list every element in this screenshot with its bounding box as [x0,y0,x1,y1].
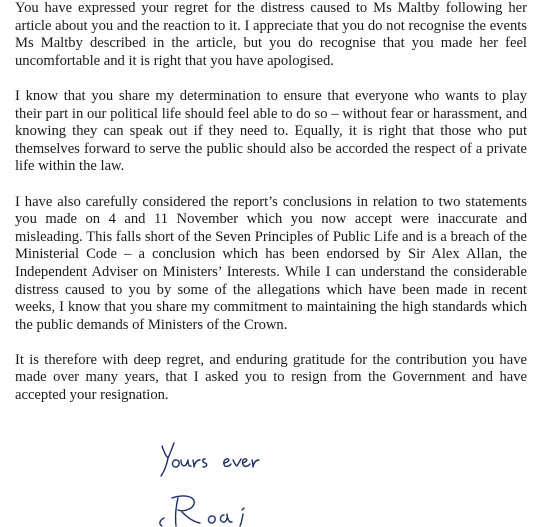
letter-body [15,0,527,405]
signoff-handwriting [161,443,259,476]
paragraph-regret: You have expressed your regret for the distress caused to Ms Maltby following her article about you and the reaction to it. I appreciate that you do not recognise the events Ms Maltby described in the article, but you do recognise that you made her feel uncomfortable and it is right that you have apologised. [15,0,527,69]
signature-handwriting [160,496,244,526]
paragraph-conclusions: I have also carefully considered the report’s conclusions in relation to two statements you made on 4 and 11 November which you now accept were inaccurate and misleading. This falls short of the Seven Principles of Public Life and is a breach of the Ministerial Code – a conclusion which has been endorsed by Sir Alex Allan, the Independent Adviser on Ministers’ Interests. While I can understand the considerable distress caused to you by some of the allegations which have been made in recent weeks, I know that you share my commitment to maintaining the high standards which the public demands of Ministers of the Crown. [15,193,527,333]
paragraph-resignation: It is therefore with deep regret, and enduring gratitude for the contribution you have made over many years, that I asked you to resign from the Government and have accepted your resignation. [15,351,527,404]
handwritten-signature [150,438,350,527]
paragraph-determination: I know that you share my determination to ensure that everyone who wants to play their part in our political life should feel able to do so – without fear or harassment, and knowing they can speak out if they need to. Equally, it is right that those who put themselves forward to serve the public should also be accorded the respect of a private life within the law. [15,87,527,175]
handwritten-signature-block [150,438,350,527]
